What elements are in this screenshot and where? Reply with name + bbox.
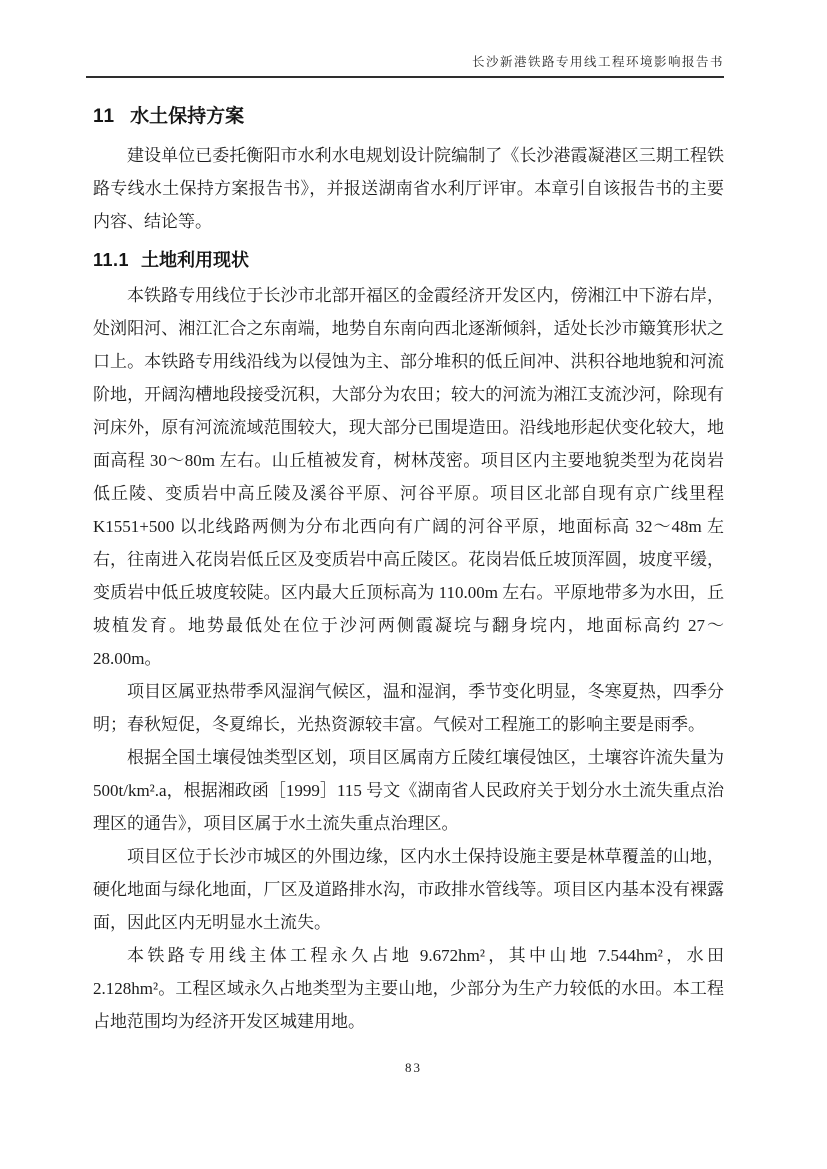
section-title: 水土保持方案 — [130, 106, 245, 127]
section-number: 11 — [93, 106, 116, 127]
paragraph-geography: 本铁路专用线位于长沙市北部开福区的金霞经济开发区内，傍湘江中下游右岸，处浏阳河、湘江汇合之东南端，地势自东南向西北逐渐倾斜，适处长沙市簸箕形状之口上。本铁路专用线沿线为以侵蚀为主、部分堆积的低丘间冲、洪积谷地地貌和河流阶地，开阔沟槽地段接受沉积，大部分为农田；较大的河流为湘江支流沙河，除现有河床外，原有河流流域范围较大，现大部分已围堤造田。沿线地形起伏变化较大，地面高程 30～80m 左右。山丘植被发育，树林茂密。项目区内主要地貌类型为花岗岩低丘陵、变质岩中高丘陵及溪谷平原、河谷平原。项目区北部自现有京广线里程 K1551+500 以北线路两侧为分布北西向有广阔的河谷平原，地面标高 32～48m 左右，往南进入花岗岩低丘区及变质岩中高丘陵区。花岗岩低丘坡顶浑圆，坡度平缓，变质岩中低丘坡度较陡。区内最大丘顶标高为 110.00m 左右。平原地带多为水田，丘坡植发育。地势最低处在位于沙河两侧霞凝垸与翻身垸内，地面标高约 27～28.00m。 — [93, 286, 724, 668]
page-number: 83 — [405, 1060, 422, 1075]
section-heading — [93, 104, 724, 130]
running-header — [86, 52, 724, 78]
paragraph-soil-erosion: 根据全国土壤侵蚀类型区划，项目区属南方丘陵红壤侵蚀区，土壤容许流失量为 500t/km².a，根据湘政函［1999］115 号文《湖南省人民政府关于划分水土流失重点治理区的通告》，项目区属于水土流失重点治理区。 — [93, 748, 724, 833]
subsection-title: 土地利用现状 — [141, 250, 250, 270]
paragraph-land-occupation: 本铁路专用线主体工程永久占地 9.672hm²，其中山地 7.544hm²，水田 2.128hm²。工程区域永久占地类型为主要山地，少部分为生产力较低的水田。本工程占地范围均为经济开发区城建用地。 — [93, 946, 724, 1031]
paragraph-conservation-facilities: 项目区位于长沙市城区的外围边缘，区内水土保持设施主要是林草覆盖的山地，硬化地面与绿化地面，厂区及道路排水沟，市政排水管线等。项目区内基本没有裸露面，因此区内无明显水土流失。 — [93, 847, 724, 932]
subsection-number: 11.1 — [93, 250, 130, 270]
intro-paragraph: 建设单位已委托衡阳市水利水电规划设计院编制了《长沙港霞凝港区三期工程铁路专线水土保持方案报告书》，并报送湖南省水利厅评审。本章引自该报告书的主要内容、结论等。 — [93, 146, 724, 231]
paragraph-climate: 项目区属亚热带季风湿润气候区，温和湿润，季节变化明显，冬寒夏热，四季分明；春秋短促，冬夏绵长，光热资源较丰富。气候对工程施工的影响主要是雨季。 — [93, 682, 724, 734]
page-content — [93, 94, 724, 1038]
running-header-title: 长沙新港铁路专用线工程环境影响报告书 — [471, 55, 724, 69]
subsection-heading — [93, 247, 724, 273]
